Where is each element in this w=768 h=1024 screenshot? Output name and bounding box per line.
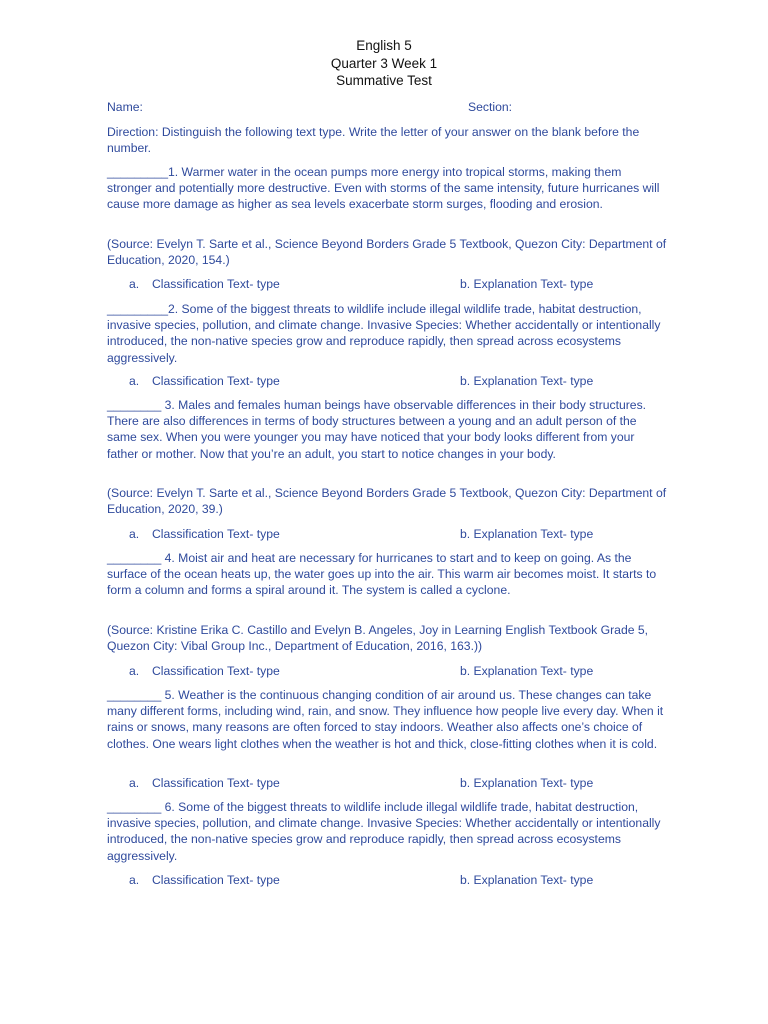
subject-title: English 5 (356, 38, 412, 53)
question-1-text: _________1. Warmer water in the ocean pumps more energy into tropical storms, making them stronger and potentially more destructive. Even with storms of the same intensity, future hurricanes will cause more damage as higher as sea levels exacerbate storm surges, flooding and erosion. (107, 165, 660, 212)
question-3-source: (Source: Evelyn T. Sarte et al., Science Beyond Borders Grade 5 Textbook, Quezon City: Department of Education, 2020, 39.) (107, 486, 667, 517)
option-a-text: Classification Text- type (152, 873, 280, 887)
option-a-text: Classification Text- type (152, 664, 280, 678)
option-a (129, 276, 280, 292)
name-label: Name: (107, 100, 143, 114)
question-4-source: (Source: Kristine Erika C. Castillo and Evelyn B. Angeles, Joy in Learning English Textbook Grade 5, Quezon City: Vibal Group Inc., Department of Education, 2016, 163.)) (107, 623, 649, 654)
option-a (129, 872, 280, 888)
option-b: b. Explanation Text- type (460, 873, 594, 887)
option-a (129, 775, 280, 791)
option-a-letter: a. (129, 527, 140, 541)
option-a-letter: a. (129, 873, 140, 887)
option-b: b. Explanation Text- type (460, 664, 594, 678)
option-a-text: Classification Text- type (152, 527, 280, 541)
quarter-week-title: Quarter 3 Week 1 (330, 55, 438, 71)
question-6-text: ________ 6. Some of the biggest threats to wildlife include illegal wildlife trade, habitat destruction, invasive species, pollution, and climate change. Invasive Species: Whether accidentally or intentionally introduced, the non-native species grow and reproduce rapidly, then spread across ecosystems aggressively. (107, 800, 661, 863)
direction-text: Direction: Distinguish the following text type. Write the letter of your answer on the blank before the number. (107, 125, 640, 156)
question-2-text: _________2. Some of the biggest threats to wildlife include illegal wildlife trade, habitat destruction, invasive species, pollution, and climate change. Invasive Species: Whether accidentally or intentionally introduced, the non-native species grow and reproduce rapidly, then spread across ecosystems aggressively. (107, 302, 661, 365)
document-header (0, 37, 768, 90)
question-5-text: ________ 5. Weather is the continuous changing condition of air around us. These changes can take many different forms, including wind, rain, and snow. They influence how people live every day. When it rains or snows, many reasons are often forced to stay indoors. Weather also affects one’s choice of clothes. One wears light clothes when the weather is hot and thick, close-fitting clothes when it is cold. (107, 688, 664, 751)
option-a-text: Classification Text- type (152, 277, 280, 291)
option-a-letter: a. (129, 776, 140, 790)
option-a (129, 526, 280, 542)
option-b: b. Explanation Text- type (460, 527, 594, 541)
option-a-text: Classification Text- type (152, 374, 280, 388)
option-a-letter: a. (129, 664, 140, 678)
section-label: Section: (468, 100, 513, 114)
question-4-text: ________ 4. Moist air and heat are necessary for hurricanes to start and to keep on going. As the surface of the ocean heats up, the water goes up into the air. This warm air becomes moist. It starts to form a column and forms a spiral around it. The system is called a cyclone. (107, 551, 657, 598)
option-b: b. Explanation Text- type (460, 277, 594, 291)
test-title: Summative Test (336, 73, 432, 88)
question-1-source: (Source: Evelyn T. Sarte et al., Science Beyond Borders Grade 5 Textbook, Quezon City: Department of Education, 2020, 154.) (107, 237, 667, 268)
option-a (129, 663, 280, 679)
question-3-text: ________ 3. Males and females human beings have observable differences in their body structures. There are also differences in terms of body structures between a young and an adult person of the same sex. When you were younger you may have noticed that your body looks different from your father or mother. Now that you’re an adult, you start to notice changes in your body. (107, 398, 647, 461)
option-a (129, 373, 280, 389)
option-a-text: Classification Text- type (152, 776, 280, 790)
name-section-row (107, 99, 667, 116)
option-a-letter: a. (129, 374, 140, 388)
option-b: b. Explanation Text- type (460, 776, 594, 790)
option-b: b. Explanation Text- type (460, 374, 594, 388)
option-a-letter: a. (129, 277, 140, 291)
